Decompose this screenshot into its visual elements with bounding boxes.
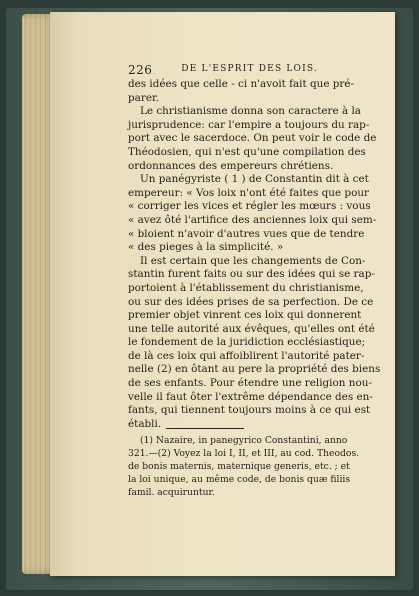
text-line: velle il faut ôter l'extrême dépendance des en- xyxy=(128,390,373,403)
text-line: empereur: « Vos loix n'ont été faites que pour xyxy=(128,186,369,199)
text-line: Il est certain que les changements de Con- xyxy=(140,254,366,267)
text-line: fants, qui tiennent toujours moins à ce qui est xyxy=(128,404,371,417)
text-line: Un panégyriste ( 1 ) de Constantin dit à cet xyxy=(140,173,369,186)
page-header xyxy=(128,63,318,77)
text-line: « bloient n'avoir d'autres vues que de tendre xyxy=(128,227,365,240)
text-line: ou sur des idées prises de sa perfection. De ce xyxy=(128,295,374,308)
text-line: le fondement de la juridiction ecclésiastique; xyxy=(128,336,366,349)
text-line: « avez ôté l'artifice des anciennes loix qui sem- xyxy=(128,213,377,226)
text-line: jurisprudence: car l'empire a toujours du rap- xyxy=(128,118,370,131)
footnote-line: de bonis maternis, maternique generis, etc. ; et xyxy=(128,461,350,472)
text-line: stantin furent faits ou sur des idées qui se rap- xyxy=(128,268,375,281)
text-line: de ses enfants. Pour étendre une religion nou- xyxy=(128,377,372,390)
text-line: port avec le sacerdoce. On peut voir le code de xyxy=(128,132,377,145)
text-line: parer. xyxy=(128,91,160,104)
text-line: de là ces loix qui affoiblirent l'autorité pater- xyxy=(128,349,365,362)
text-line: nelle (2) en ôtant au pere la propriété des biens xyxy=(128,363,381,376)
text-line: premier objet vinrent ces loix qui donnerent xyxy=(128,309,362,322)
running-title: DE L'ESPRIT DES LOIS. xyxy=(181,64,318,74)
text-line: « corriger les vices et régler les mœurs : vous xyxy=(128,200,371,213)
page-number: 226 xyxy=(128,63,153,77)
footnote-line: (1) Nazaire, in panegyrico Constantini, anno xyxy=(140,435,348,446)
text-line: « des pieges à la simplicité. » xyxy=(128,241,284,254)
text-line: Le christianisme donna son caractere à la xyxy=(140,105,361,118)
footnote-line: famil. acquiruntur. xyxy=(128,487,215,498)
text-line: une telle autorité aux évêques, qu'elles ont été xyxy=(128,322,375,335)
text-line: portoient à l'établissement du christianisme, xyxy=(128,281,364,294)
text-line: des idées que celle - ci n'avoit fait que pré- xyxy=(128,78,355,90)
footnote-rule xyxy=(166,428,244,429)
footnote-line: 321.—(2) Voyez la loi I, II, et III, au cod. Theodos. xyxy=(128,448,360,459)
text-line: ordonnances des empereurs chrétiens. xyxy=(128,159,334,172)
footnote-line: la loi unique, au même code, de bonis quæ filiis xyxy=(128,474,351,485)
text-line: Théodosien, qui n'est qu'une compilation des xyxy=(128,145,366,158)
footnotes xyxy=(128,434,366,499)
body-text xyxy=(128,78,381,431)
text-line: établi. xyxy=(128,417,162,430)
